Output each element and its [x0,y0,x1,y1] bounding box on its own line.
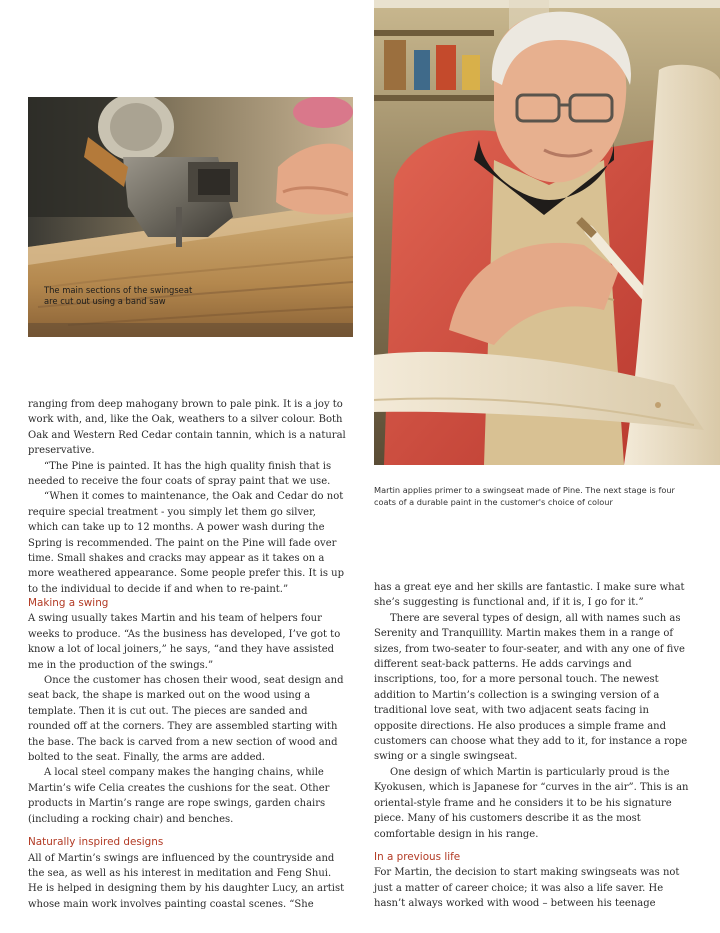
primer-caption: Martin applies primer to a swingseat made of Pine. The next stage is four coats of a durable paint in the customer's choice of colour [374,485,675,507]
section-heading-making: Making a swing [28,597,109,609]
paragraph: One design of which Martin is particularly proud is the Kyokusen, which is Japanese for “curves in the air”. This is an oriental-style frame and he considers it to be his signature piece. Many of his customers describe it as the most comfortable design in his range. [374,766,689,840]
section-heading-designs: Naturally inspired designs [28,836,164,849]
paragraph: has a great eye and her skills are fantastic. I make sure what she’s suggesting is functional and, if it is, I go for it.” [374,582,685,609]
paragraph: Once the customer has chosen their wood, seat design and seat back, the shape is marked out on the wood using a template. Then it is cut out. The pieces are sanded and rounded off at the corners. They are assembled starting with the base. The back is carved from a new section of wood and bolted to the seat. Finally, the arms are added. [28,675,344,764]
paragraph: “The Pine is painted. It has the high quality finish that is needed to receive the four coats of spray paint that we use. [28,460,332,488]
martin-portrait-photo [374,0,720,465]
paragraph: “When it comes to maintenance, the Oak and Cedar do not require special treatment - you simply let them go silver, which can take up to 12 months. A power wash during the Spring is recommended. The paint on the Pine will fade over time. Small shakes and cracks may appear as it takes on a more weathered appearance. Some people prefer this. It is up to the individual to decide if and when to re-paint.” [28,491,344,595]
paragraph: A swing usually takes Martin and his team of helpers four weeks to produce. “As the business has developed, I’ve got to know a lot of local joiners,” he says, “and they have assisted me in the production of the swings.” [28,613,341,671]
article-left-top [28,397,346,597]
paragraph: For Martin, the decision to start making swingseats was not just a matter of career choice; it was also a life saver. He hasn’t always worked with wood – between his teenage [374,867,680,910]
article-left-bottom [28,596,346,912]
martin-illustration [374,0,720,465]
band-saw-photo [28,97,353,337]
paragraph: A local steel company makes the hanging chains, while Martin’s wife Celia creates the cushions for the seat. Other products in Martin’s range are rope swings, garden chairs (including a rocking chair) and benches. [28,767,330,825]
paragraph: ranging from deep mahogany brown to pale pink. It is a joy to work with, and, like the Oak, weathers to a silver colour. Both Oak and Western Red Cedar contain tannin, which is a natural preservative. [28,399,346,457]
paragraph: All of Martin’s swings are influenced by the countryside and the sea, as well as his interest in meditation and Feng Shui. He is helped in designing them by his daughter Lucy, an artist whose main work involves painting coastal scenes. “She [28,852,345,910]
section-heading-previous-life: In a previous life [374,850,461,863]
article-right [374,580,692,912]
saw-caption: The main sections of the swingseat are cut out using a band saw [44,285,193,306]
paragraph: There are several types of design, all with names such as Serenity and Tranquillity. Martin makes them in a range of sizes, from two-seater to four-seater, and with any one of five different seat-back patterns. He adds carvings and inscriptions, too, for a more personal touch. The newest addition to Martin’s collection is a swinging version of a traditional love seat, with two adjacent seats facing in opposite directions. He also produces a simple frame and customers can choose what they add to it, for instance a rope swing or a single swingseat. [374,612,688,763]
